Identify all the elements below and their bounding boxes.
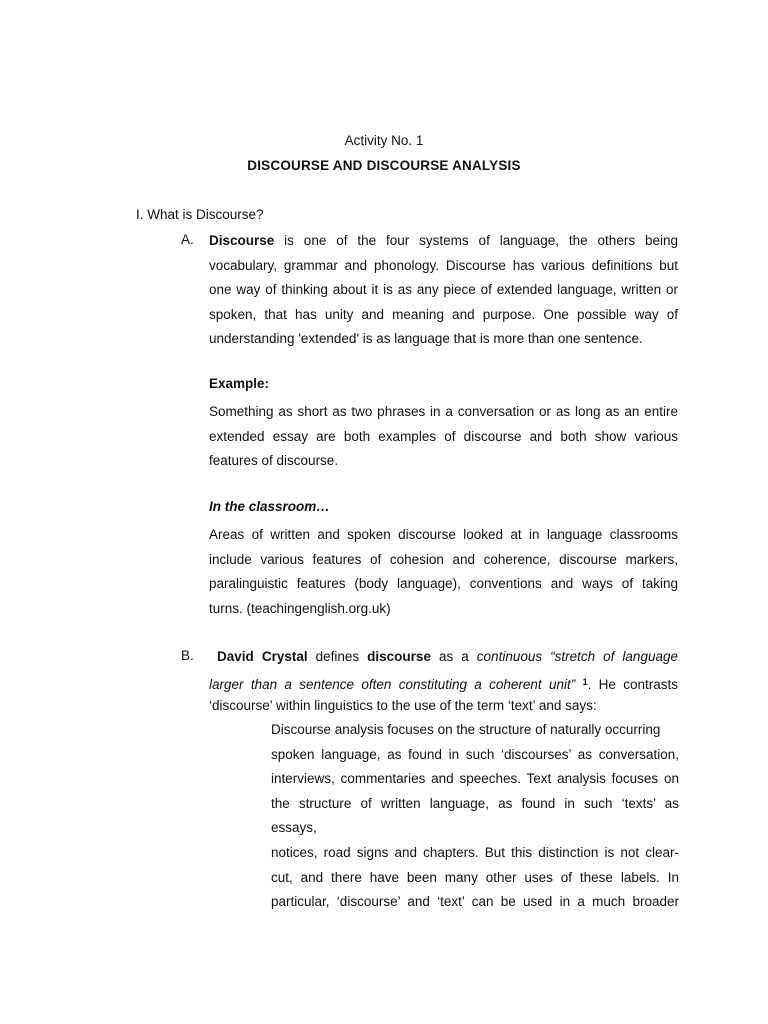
paragraph-line <box>209 229 678 254</box>
quote-line: particular, ‘discourse’ and ‘text’ can be used in a much broader <box>271 894 679 910</box>
paragraph-line: include various features of cohesion and coherence, discourse markers, <box>209 551 678 567</box>
paragraph-line: features of discourse. <box>209 453 339 469</box>
paragraph-line: extended essay are both examples of discourse and both show various <box>209 428 678 444</box>
quote-line: essays, <box>271 820 317 836</box>
section-heading: I. What is Discourse? <box>136 207 264 222</box>
classroom-paragraph <box>209 523 678 621</box>
line-text: defines <box>307 649 368 664</box>
paragraph-line: Areas of written and spoken discourse looked at in language classrooms <box>209 527 678 542</box>
classroom-label: In the classroom… <box>209 499 330 514</box>
quote-line: cut, and there have been many other uses of these labels. In <box>271 869 679 885</box>
paragraph-line: vocabulary, grammar and phonology. Discourse has various definitions but <box>209 257 678 273</box>
definition-quote: continuous “stretch of language <box>476 649 678 664</box>
author-name: David Crystal <box>217 649 308 664</box>
paragraph-line <box>209 670 678 695</box>
paragraph-line: understanding 'extended' is as language that is more than one sentence. <box>209 331 643 347</box>
item-b-paragraph <box>209 645 678 719</box>
document-heading: DISCOURSE AND DISCOURSE ANALYSIS <box>247 158 521 173</box>
paragraph-line: spoken, that has unity and meaning and purpose. One possible way of <box>209 306 678 322</box>
line-text: is one of the four systems of language, the others being <box>274 233 678 248</box>
paragraph-line: Something as short as two phrases in a conversation or as long as an entire <box>209 404 678 419</box>
line-text: as a <box>430 649 477 664</box>
paragraph-line: paralinguistic features (body language), conventions and ways of taking <box>209 576 678 592</box>
paragraph-line: one way of thinking about it is as any piece of extended language, written or <box>209 282 678 298</box>
quote-line: interviews, commentaries and speeches. Text analysis focuses on <box>271 771 679 787</box>
item-a-paragraph <box>209 229 678 352</box>
paragraph-line: ‘discourse’ within linguistics to the use of the term ‘text’ and says: <box>209 698 597 714</box>
term-discourse: Discourse <box>209 233 275 248</box>
list-marker-a: A. <box>181 232 194 247</box>
definition-quote: larger than a sentence often constituting a coherent unit” <box>209 676 576 692</box>
example-label: Example: <box>209 376 270 391</box>
paragraph-line <box>209 645 678 670</box>
paragraph-line: turns. (teachingenglish.org.uk) <box>209 600 391 616</box>
quote-line: notices, road signs and chapters. But this distinction is not clear- <box>271 844 679 860</box>
quote-line: Discourse analysis focuses on the structure of naturally occurring <box>271 722 661 737</box>
quote-line: spoken language, as found in such ‘discourses’ as conversation, <box>271 746 679 762</box>
block-quote <box>271 718 679 915</box>
term-discourse: discourse <box>367 649 431 664</box>
quote-line: the structure of written language, as found in such ‘texts’ as <box>271 795 679 811</box>
activity-title: Activity No. 1 <box>344 133 424 148</box>
list-marker-b: B. <box>181 648 194 663</box>
example-paragraph <box>209 400 678 474</box>
line-text: . He contrasts <box>587 676 679 692</box>
footnote-marker: 1 <box>582 676 588 687</box>
